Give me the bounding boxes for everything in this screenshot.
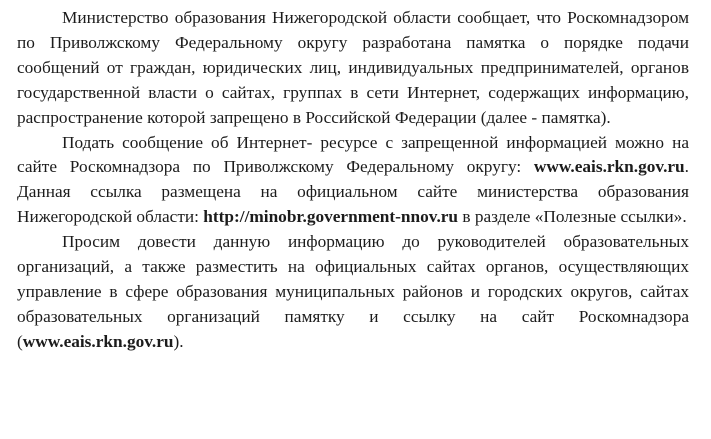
ministry-site-link: http://minobr.government-nnov.ru — [203, 207, 459, 227]
document-page — [17, 6, 689, 355]
paragraph-request — [17, 230, 689, 355]
request-text: Просим довести данную информацию до руководителей образовательных организаций, а также разместить на официальных сайтах органов, осуществляющих управление в сфере образования муниципальных районов и городских округов, сайтах образовательных организаций памятку и ссылку на сайт Роскомнадзора ( — [17, 232, 689, 351]
request-closing-text: ). — [173, 331, 184, 351]
useful-links-section-text: в разделе «Полезные ссылки». — [458, 207, 687, 227]
link-location-text: . Данная ссылка размещена на официальном сайте министерства образования Нижегородской области: — [17, 157, 689, 227]
memo-announcement-text: Министерство образования Нижегородской области сообщает, что Роскомнадзором по Приволжскому Федеральному округу разработана памятка о порядке подачи сообщений от граждан, юридических лиц, индивидуальных предпринимателей, органов государственной власти о сайтах, группах в сети Интернет, содержащих информацию, распространение которой запрещено в Российской Федерации (далее - памятка). — [17, 8, 689, 127]
rkn-site-link-repeat: www.eais.rkn.gov.ru — [22, 331, 174, 351]
paragraph-report-instructions — [17, 131, 689, 231]
paragraph-memo-announcement — [17, 6, 689, 131]
rkn-site-link: www.eais.rkn.gov.ru — [533, 157, 685, 177]
report-instructions-text: Подать сообщение об Интернет- ресурсе с запрещенной информацией можно на сайте Роскомнадзора по Приволжскому Федеральному округу: — [17, 132, 689, 177]
